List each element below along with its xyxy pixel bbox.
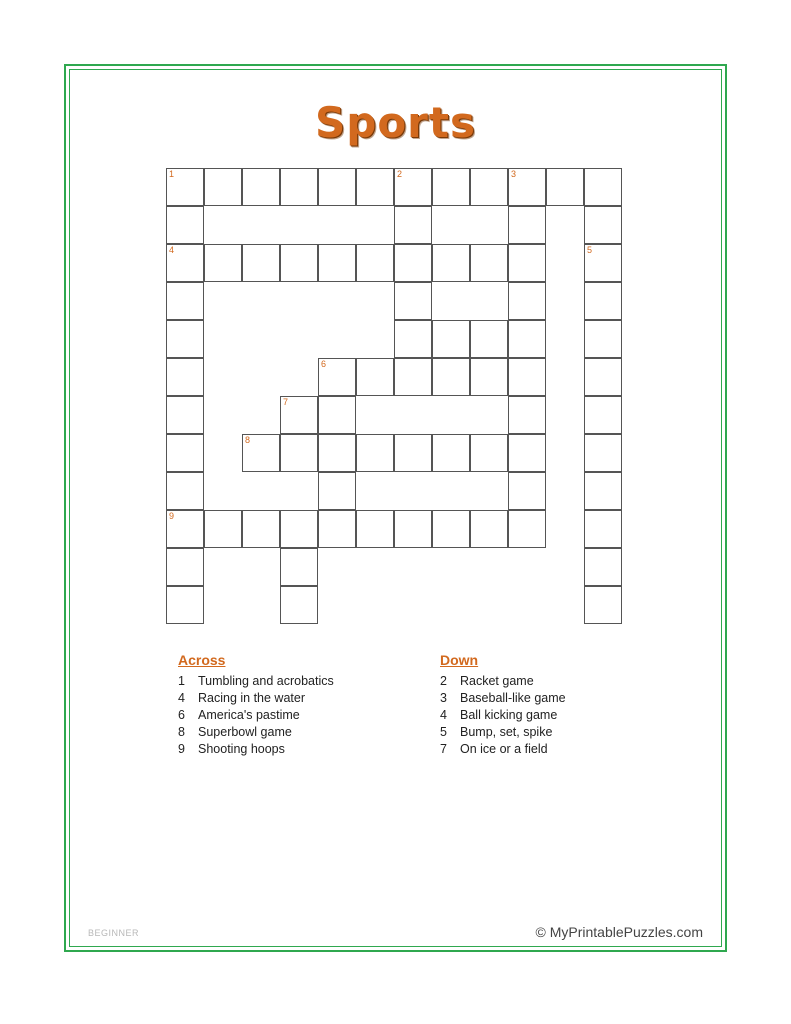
crossword-cell[interactable] [470, 358, 508, 396]
cell-number: 4 [169, 245, 175, 255]
crossword-cell[interactable] [508, 282, 546, 320]
crossword-cell[interactable] [508, 396, 546, 434]
crossword-cell[interactable] [356, 168, 394, 206]
crossword-cell[interactable] [242, 434, 280, 472]
crossword-cell[interactable] [394, 510, 432, 548]
crossword-cell[interactable] [508, 168, 546, 206]
crossword-cell[interactable] [166, 244, 204, 282]
crossword-cell[interactable] [394, 168, 432, 206]
crossword-cell[interactable] [584, 244, 622, 282]
crossword-cell[interactable] [166, 434, 204, 472]
crossword-cell[interactable] [432, 510, 470, 548]
crossword-cell[interactable] [432, 434, 470, 472]
clue-text: Baseball-like game [460, 691, 566, 705]
clue-across-item [178, 690, 388, 706]
crossword-cell[interactable] [508, 206, 546, 244]
crossword-cell[interactable] [280, 548, 318, 586]
crossword-cell[interactable] [166, 168, 204, 206]
crossword-cell[interactable] [204, 510, 242, 548]
crossword-cell[interactable] [470, 244, 508, 282]
clue-down-item [440, 673, 640, 689]
crossword-cell[interactable] [242, 244, 280, 282]
clue-number: 8 [178, 725, 185, 739]
crossword-cell[interactable] [242, 168, 280, 206]
crossword-cell[interactable] [280, 244, 318, 282]
site-credit: © MyPrintablePuzzles.com [535, 924, 703, 940]
crossword-cell[interactable] [508, 510, 546, 548]
crossword-cell[interactable] [356, 358, 394, 396]
cell-number: 6 [321, 359, 327, 369]
clue-text: Shooting hoops [198, 742, 285, 756]
crossword-cell[interactable] [394, 206, 432, 244]
clue-down-item [440, 741, 640, 757]
crossword-cell[interactable] [470, 168, 508, 206]
clue-text: Bump, set, spike [460, 725, 553, 739]
crossword-cell[interactable] [166, 396, 204, 434]
crossword-cell[interactable] [508, 358, 546, 396]
clue-number: 4 [178, 691, 185, 705]
crossword-cell[interactable] [584, 358, 622, 396]
clue-number: 7 [440, 742, 447, 756]
crossword-cell[interactable] [318, 472, 356, 510]
clues-across-list [178, 673, 388, 757]
crossword-cell[interactable] [356, 244, 394, 282]
crossword-cell[interactable] [584, 396, 622, 434]
crossword-cell[interactable] [280, 434, 318, 472]
crossword-cell[interactable] [242, 510, 280, 548]
crossword-cell[interactable] [470, 510, 508, 548]
cell-number: 2 [397, 169, 403, 179]
crossword-cell[interactable] [432, 320, 470, 358]
crossword-cell[interactable] [280, 168, 318, 206]
crossword-cell[interactable] [508, 472, 546, 510]
clues-down-heading: Down [440, 652, 479, 668]
clue-number: 4 [440, 708, 447, 722]
clue-number: 2 [440, 674, 447, 688]
clue-number: 3 [440, 691, 447, 705]
crossword-cell[interactable] [166, 510, 204, 548]
crossword-cell[interactable] [394, 244, 432, 282]
crossword-cell[interactable] [280, 510, 318, 548]
crossword-cell[interactable] [508, 434, 546, 472]
page-title: Sports [315, 98, 476, 147]
crossword-cell[interactable] [318, 510, 356, 548]
cell-number: 7 [283, 397, 289, 407]
crossword-cell[interactable] [584, 168, 622, 206]
clue-across-item [178, 724, 388, 740]
clue-number: 9 [178, 742, 185, 756]
crossword-cell[interactable] [470, 434, 508, 472]
crossword-cell[interactable] [280, 586, 318, 624]
crossword-cell[interactable] [166, 586, 204, 624]
crossword-cell[interactable] [470, 320, 508, 358]
clue-text: America's pastime [198, 708, 300, 722]
crossword-cell[interactable] [356, 434, 394, 472]
crossword-cell[interactable] [204, 168, 242, 206]
cell-number: 8 [245, 435, 251, 445]
clues-down-list [440, 673, 640, 757]
crossword-cell[interactable] [204, 244, 242, 282]
clue-across-item [178, 673, 388, 689]
clue-text: Tumbling and acrobatics [198, 674, 334, 688]
crossword-cell[interactable] [584, 320, 622, 358]
clue-text: On ice or a field [460, 742, 548, 756]
clue-text: Racing in the water [198, 691, 306, 705]
clue-text: Ball kicking game [460, 708, 558, 722]
crossword-cell[interactable] [432, 244, 470, 282]
clue-across-item [178, 741, 388, 757]
crossword-cell[interactable] [508, 244, 546, 282]
crossword-cell[interactable] [166, 206, 204, 244]
crossword-cell[interactable] [166, 472, 204, 510]
crossword-cell[interactable] [318, 168, 356, 206]
crossword-cell[interactable] [356, 510, 394, 548]
crossword-cell[interactable] [584, 206, 622, 244]
crossword-cell[interactable] [584, 434, 622, 472]
crossword-cell[interactable] [584, 472, 622, 510]
difficulty-label: BEGINNER [88, 928, 140, 938]
clues-across [178, 652, 388, 758]
crossword-cell[interactable] [166, 548, 204, 586]
crossword-cell[interactable] [584, 548, 622, 586]
clue-text: Superbowl game [198, 725, 292, 739]
clues-across-heading: Across [178, 652, 226, 668]
crossword-cell[interactable] [166, 320, 204, 358]
crossword-cell[interactable] [394, 282, 432, 320]
crossword-cell[interactable] [394, 434, 432, 472]
clue-down-item [440, 690, 640, 706]
clue-across-item [178, 707, 388, 723]
clues-down [440, 652, 640, 758]
crossword-cell[interactable] [318, 396, 356, 434]
crossword-cell[interactable] [508, 320, 546, 358]
crossword-cell[interactable] [584, 510, 622, 548]
clue-number: 6 [178, 708, 185, 722]
crossword-grid [166, 168, 622, 624]
crossword-cell[interactable] [280, 396, 318, 434]
crossword-cell[interactable] [318, 244, 356, 282]
clue-down-item [440, 707, 640, 723]
cell-number: 5 [587, 245, 593, 255]
crossword-cell[interactable] [166, 358, 204, 396]
crossword-cell[interactable] [432, 168, 470, 206]
crossword-cell[interactable] [584, 282, 622, 320]
clue-number: 1 [178, 674, 185, 688]
crossword-cell[interactable] [318, 434, 356, 472]
cell-number: 3 [511, 169, 517, 179]
cell-number: 9 [169, 511, 175, 521]
crossword-cell[interactable] [584, 586, 622, 624]
crossword-cell[interactable] [318, 358, 356, 396]
clue-number: 5 [440, 725, 447, 739]
crossword-cell[interactable] [166, 282, 204, 320]
crossword-cell[interactable] [394, 358, 432, 396]
clue-down-item [440, 724, 640, 740]
crossword-cell[interactable] [546, 168, 584, 206]
crossword-cell[interactable] [394, 320, 432, 358]
cell-number: 1 [169, 169, 175, 179]
clue-text: Racket game [460, 674, 534, 688]
crossword-cell[interactable] [432, 358, 470, 396]
